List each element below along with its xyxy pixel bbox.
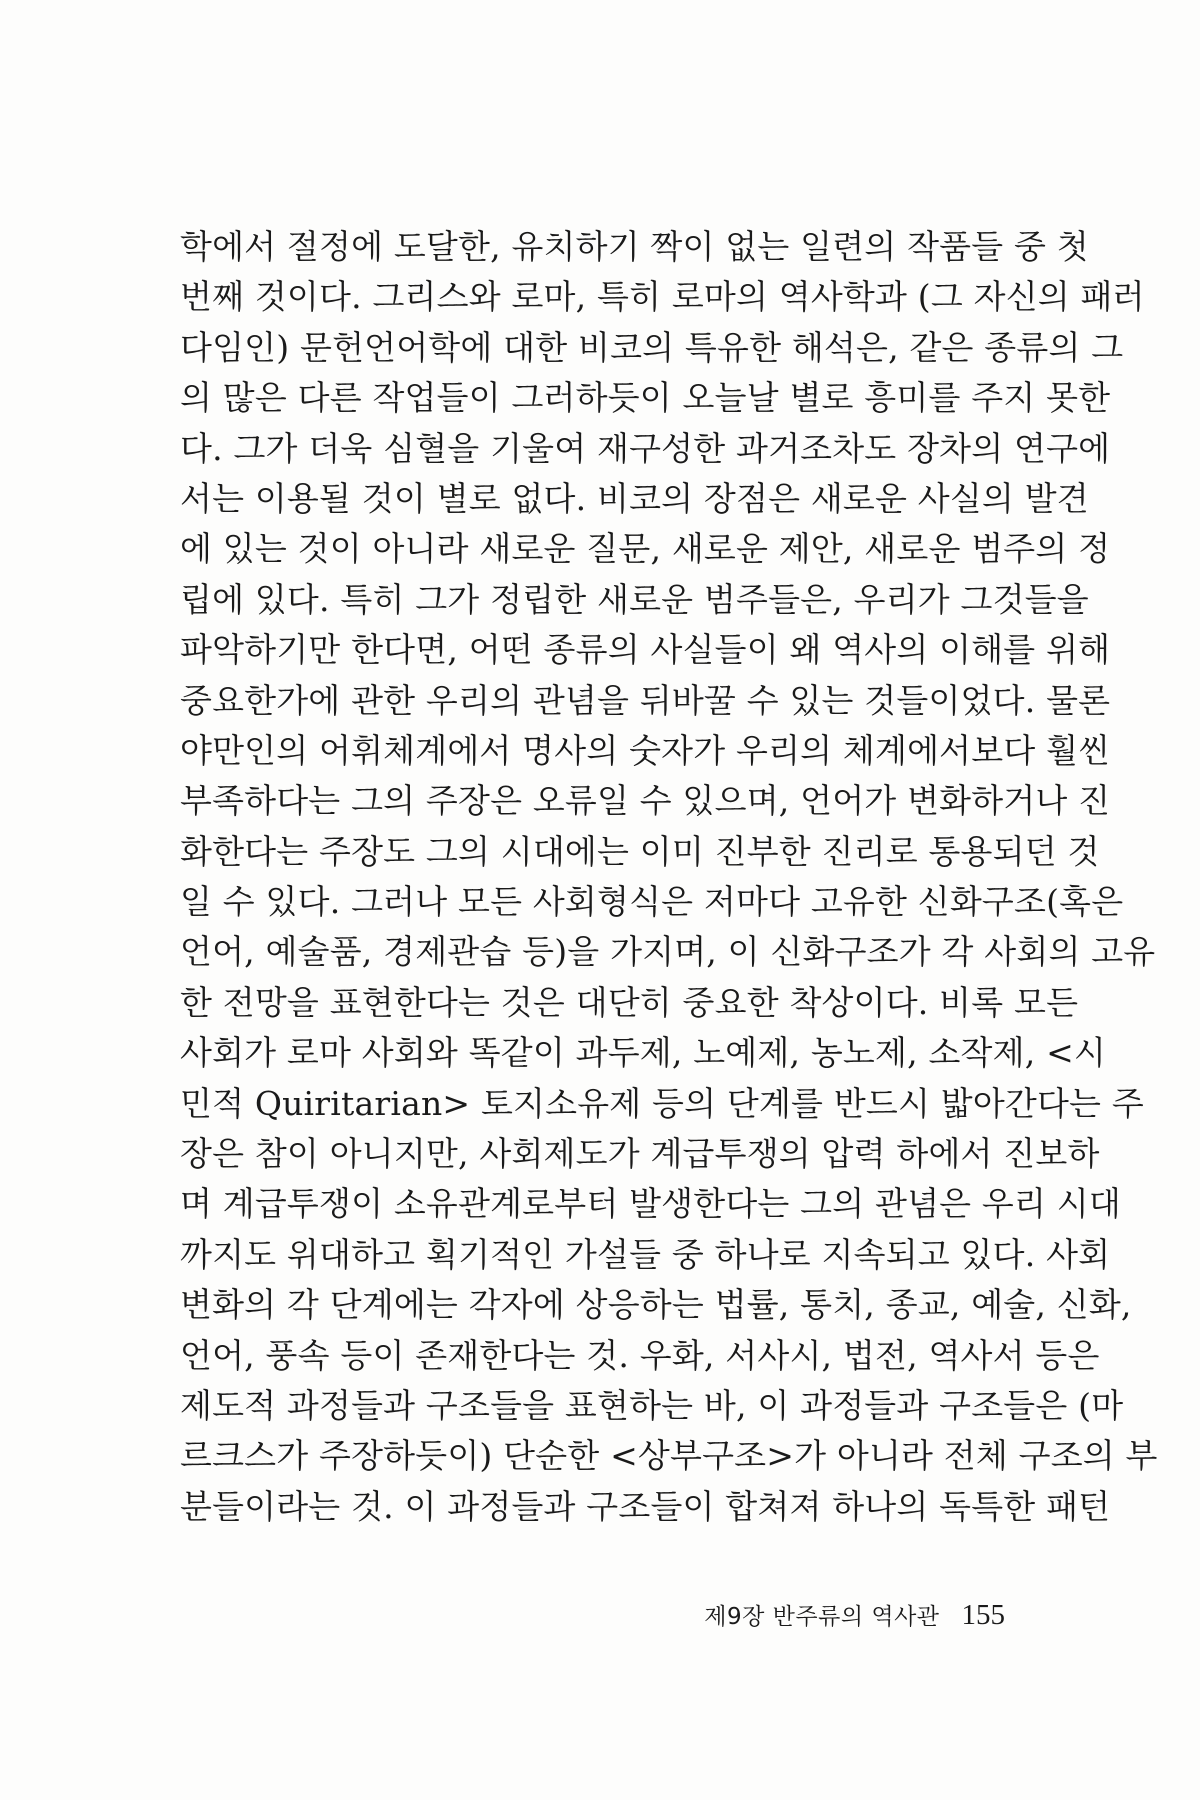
text-line: 에 있는 것이 아니라 새로운 질문, 새로운 제안, 새로운 범주의 정: [180, 529, 1111, 569]
running-footer-chapter: 제9장 반주류의 역사관: [704, 1604, 940, 1630]
body-text: [180, 222, 1158, 1532]
text-line: 언어, 풍속 등이 존재한다는 것. 우화, 서사시, 법전, 역사서 등은: [180, 1335, 1100, 1375]
text-line: 번째 것이다. 그리스와 로마, 특히 로마의 역사학과 (그 자신의 패러: [180, 277, 1145, 317]
text-line: 립에 있다. 특히 그가 정립한 새로운 범주들은, 우리가 그것들을: [180, 579, 1089, 619]
text-line: 서는 이용될 것이 별로 없다. 비코의 장점은 새로운 사실의 발견: [180, 478, 1089, 518]
text-line: 다임인) 문헌언어학에 대한 비코의 특유한 해석은, 같은 종류의 그: [180, 327, 1124, 367]
text-line: 한 전망을 표현한다는 것은 대단히 중요한 착상이다. 비록 모든: [180, 982, 1079, 1022]
page-footer: [700, 1598, 1005, 1632]
text-line: 파악하기만 한다면, 어떤 종류의 사실들이 왜 역사의 이해를 위해: [180, 630, 1111, 670]
text-line: 민적 Quiritarian> 토지소유제 등의 단계를 반드시 밟아간다는 주: [180, 1083, 1144, 1123]
text-line: 변화의 각 단계에는 각자에 상응하는 법률, 통치, 종교, 예술, 신화,: [180, 1285, 1132, 1325]
text-line: 중요한가에 관한 우리의 관념을 뒤바꿀 수 있는 것들이었다. 물론: [180, 680, 1111, 720]
text-line: 분들이라는 것. 이 과정들과 구조들이 합쳐져 하나의 독특한 패턴: [180, 1486, 1111, 1526]
text-line: 일 수 있다. 그러나 모든 사회형식은 저마다 고유한 신화구조(혹은: [180, 882, 1124, 922]
text-line: 화한다는 주장도 그의 시대에는 이미 진부한 진리로 통용되던 것: [180, 831, 1100, 871]
text-line: 제도적 과정들과 구조들을 표현하는 바, 이 과정들과 구조들은 (마: [180, 1385, 1124, 1425]
page-number: 155: [961, 1599, 1005, 1631]
text-line: 언어, 예술품, 경제관습 등)을 가지며, 이 신화구조가 각 사회의 고유: [180, 932, 1156, 972]
text-line: 다. 그가 더욱 심혈을 기울여 재구성한 과거조차도 장차의 연구에: [180, 428, 1111, 468]
text-line: 야만인의 어휘체계에서 명사의 숫자가 우리의 체계에서보다 훨씬: [180, 730, 1111, 770]
text-line: 며 계급투쟁이 소유관계로부터 발생한다는 그의 관념은 우리 시대: [180, 1184, 1121, 1224]
text-line: 의 많은 다른 작업들이 그러하듯이 오늘날 별로 흥미를 주지 못한: [180, 378, 1111, 418]
text-line: 장은 참이 아니지만, 사회제도가 계급투쟁의 압력 하에서 진보하: [180, 1134, 1100, 1174]
text-line: 르크스가 주장하듯이) 단순한 <상부구조>가 아니라 전체 구조의 부: [180, 1436, 1158, 1476]
text-line: 까지도 위대하고 획기적인 가설들 중 하나로 지속되고 있다. 사회: [180, 1234, 1111, 1274]
text-line: 부족하다는 그의 주장은 오류일 수 있으며, 언어가 변화하거나 진: [180, 781, 1111, 821]
text-line: 사회가 로마 사회와 똑같이 과두제, 노예제, 농노제, 소작제, <시: [180, 1033, 1106, 1073]
text-line: 학에서 절정에 도달한, 유치하기 짝이 없는 일련의 작품들 중 첫: [180, 227, 1089, 266]
